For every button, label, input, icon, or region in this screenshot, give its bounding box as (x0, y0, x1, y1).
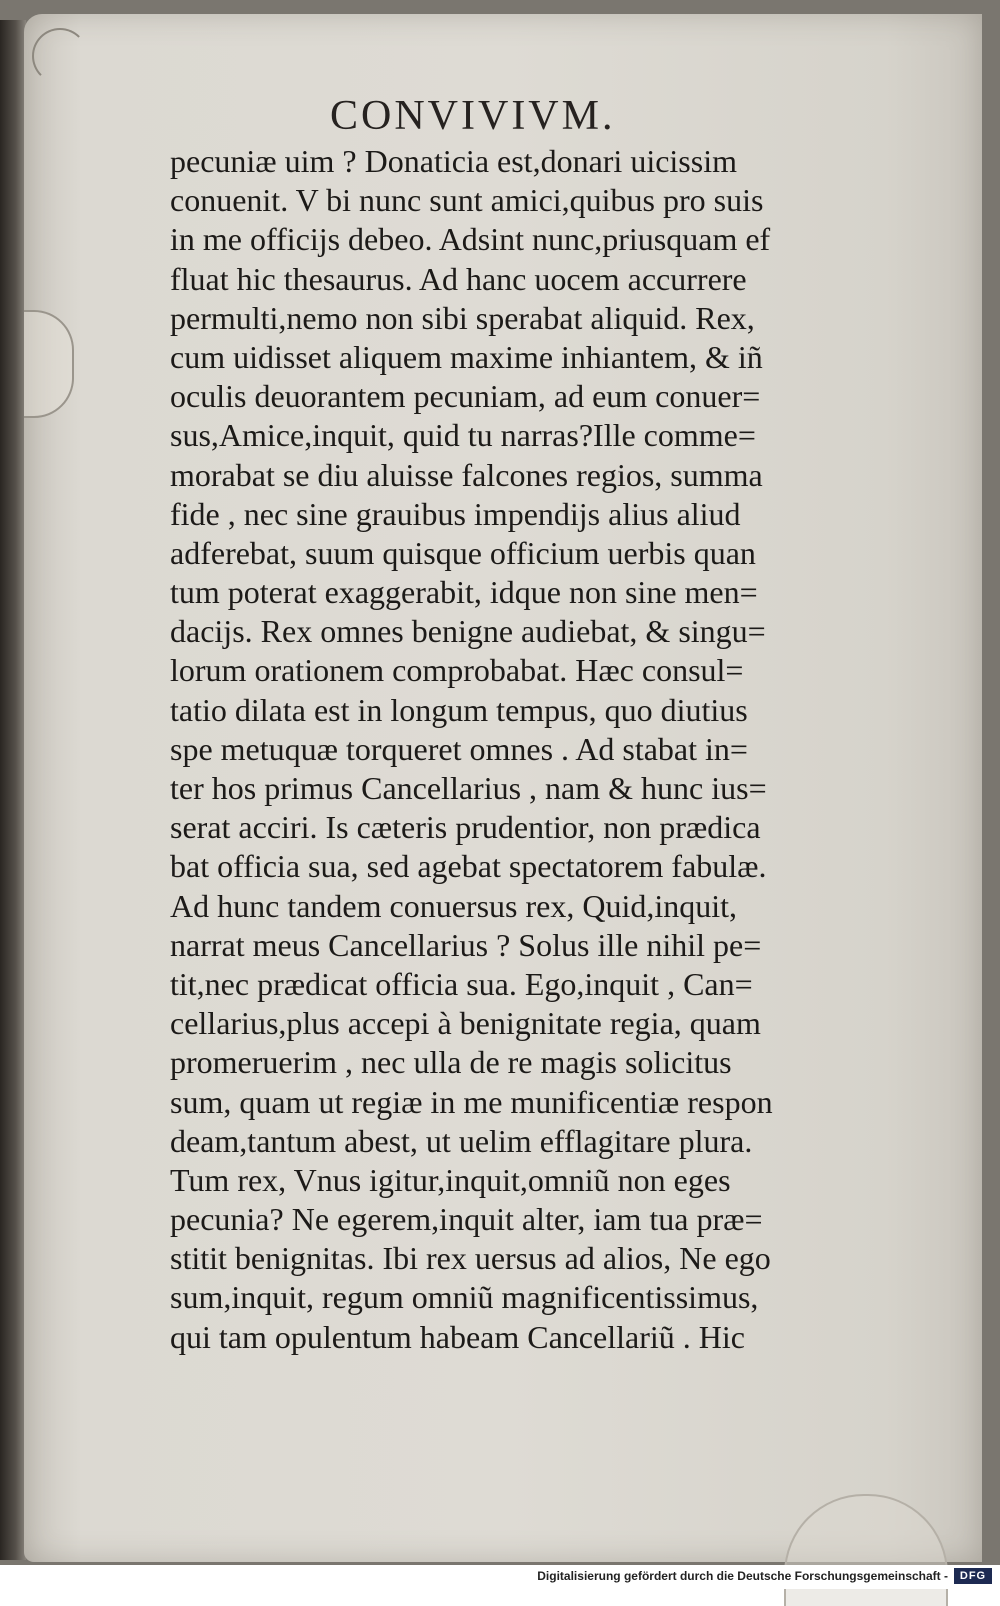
text-line: adferebat, suum quisque officium uerbis quan (170, 534, 756, 571)
text-line: tit,nec prædicat officia sua. Ego,inquit , Can= (170, 965, 753, 1002)
text-line: fluat hic thesaurus. Ad hanc uocem accurrere (170, 260, 747, 297)
body-text (170, 142, 890, 1357)
text-line: ter hos primus Cancellarius , nam & hunc ius= (170, 770, 767, 806)
text-line: morabat se diu aluisse falcones regios, summa (170, 456, 763, 493)
funding-credit: Digitalisierung gefördert durch die Deutsche Forschungsgemeinschaft - (537, 1569, 948, 1583)
book-spine (0, 20, 26, 1560)
corner-mark (32, 28, 88, 84)
text-line: cellarius,plus accepi à benignitate regia, quam (170, 1005, 761, 1042)
text-line: sum,inquit, regum omniũ magnificentissimus, (170, 1279, 759, 1316)
dfg-logo-icon: DFG (954, 1568, 992, 1584)
text-line: oculis deuorantem pecuniam, ad eum conuer= (170, 378, 761, 415)
text-line: tatio dilata est in longum tempus, quo diutius (170, 691, 748, 728)
text-line: qui tam opulentum habeam Cancellariũ . Hic (170, 1318, 745, 1355)
text-line: tum poterat exaggerabit, idque non sine men= (170, 574, 758, 611)
footer-bar (0, 1565, 1000, 1589)
page-heading: CONVIVIVM. (330, 93, 616, 139)
text-line: pecunia? Ne egerem,inquit alter, iam tua præ= (170, 1201, 763, 1238)
text-line: Ad hunc tandem conuersus rex, Quid,inquit, (170, 887, 737, 924)
text-line: conuenit. V bi nunc sunt amici,quibus pro suis (170, 182, 764, 219)
text-line: bat officia sua, sed agebat spectatorem fabulæ. (170, 848, 767, 885)
bottom-stamp (784, 1494, 948, 1606)
page-clip (24, 310, 74, 418)
text-line: promeruerim , nec ulla de re magis solicitus (170, 1044, 732, 1081)
text-line: serat acciri. Is cæteris prudentior, non prædica (170, 809, 761, 846)
text-line: deam,tantum abest, ut uelim efflagitare plura. (170, 1122, 753, 1159)
text-line: stitit benignitas. Ibi rex uersus ad alios, Ne ego (170, 1240, 771, 1277)
text-line: lorum orationem comprobabat. Hæc consul= (170, 652, 744, 689)
text-line: narrat meus Cancellarius ? Solus ille nihil pe= (170, 926, 762, 963)
text-line: spe metuquæ torqueret omnes . Ad stabat in= (170, 730, 748, 767)
text-line: fide , nec sine grauibus impendijs alius aliud (170, 495, 741, 532)
text-line: cum uidisset aliquem maxime inhiantem, & iñ (170, 338, 763, 375)
text-line: sus,Amice,inquit, quid tu narras?Ille comme= (170, 417, 756, 454)
text-line: sum, quam ut regiæ in me munificentiæ respon (170, 1083, 773, 1120)
text-line: in me officijs debeo. Adsint nunc,priusquam ef (170, 221, 771, 258)
text-line: dacijs. Rex omnes benigne audiebat, & singu= (170, 613, 766, 650)
text-line: Tum rex, Vnus igitur,inquit,omniũ non eges (170, 1161, 731, 1198)
text-line: permulti,nemo non sibi sperabat aliquid. Rex, (170, 299, 755, 336)
text-line: pecuniæ uim ? Donaticia est,donari uicissim (170, 143, 737, 179)
